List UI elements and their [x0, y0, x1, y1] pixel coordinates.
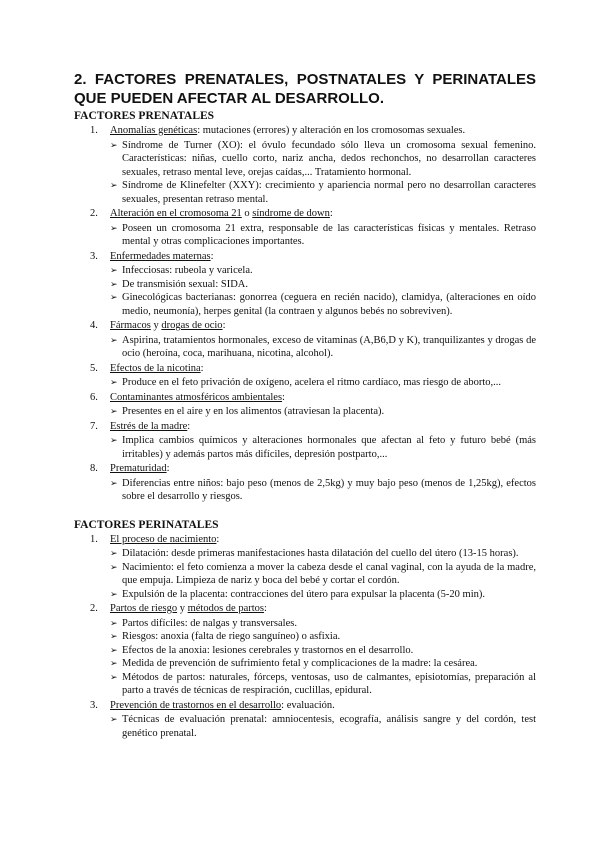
underlined-term: Fármacos [110, 320, 151, 331]
item-text: : [263, 603, 267, 614]
section-heading-prenatales: FACTORES PRENATALES [74, 110, 215, 122]
document-page [74, 70, 536, 740]
arrow-bullet-icon: ➢ [110, 278, 118, 289]
sub-bullet [74, 291, 536, 318]
sub-bullet-text: Síndrome de Klinefelter (XXY): crecimiento y apariencia normal pero no desarrollan caracteres sexuales, presentan retraso mental. [122, 180, 536, 205]
item-heading [110, 462, 536, 476]
prenatal-factors-list [74, 124, 536, 504]
sub-bullet [74, 713, 536, 740]
item-heading [110, 319, 536, 333]
sub-bullet [74, 671, 536, 698]
item-text: : [282, 391, 285, 403]
list-item [74, 362, 536, 376]
item-heading [110, 602, 536, 616]
sub-bullet [74, 617, 536, 631]
sub-bullet [74, 588, 536, 602]
sub-bullet-text: Poseen un cromosoma 21 extra, responsable de las características físicas y mentales. Retraso mental y otras complicaciones importantes. [122, 222, 536, 247]
item-heading [110, 699, 536, 713]
sub-bullet-text: Aspirina, tratamientos hormonales, exceso de vitaminas (A,B6,D y K), tranquilizantes y drogas de ocio (heroína, coca, marihuana, nicotina, alcohol). [122, 334, 536, 359]
item-text: : mutaciones (errores) y alteración en los cromosomas sexuales. [197, 125, 466, 136]
arrow-bullet-icon: ➢ [110, 222, 118, 233]
list-item [74, 391, 536, 405]
arrow-bullet-icon: ➢ [110, 334, 118, 345]
sub-bullet [74, 376, 536, 390]
arrow-bullet-icon: ➢ [110, 631, 118, 641]
underlined-term: Enfermedades maternas [110, 250, 211, 262]
list-item [74, 462, 536, 476]
item-number: 1. [90, 533, 98, 545]
sub-bullet [74, 222, 536, 249]
underlined-term: Anomalías genéticas [110, 125, 198, 136]
arrow-bullet-icon: ➢ [110, 477, 118, 488]
document-title: 2. FACTORES PRENATALES, POSTNATALES Y PERINATALES QUE PUEDEN AFECTAR AL DESARROLLO. [74, 71, 536, 107]
sub-bullet-text: Medida de prevención de sufrimiento fetal y complicaciones de la madre: la cesárea. [122, 658, 478, 669]
item-text: o [241, 208, 253, 219]
item-number: 6. [90, 391, 98, 403]
sub-bullet [74, 264, 536, 278]
sub-bullet-text: Diferencias entre niños: bajo peso (menos de 2,5kg) y muy bajo peso (menos de 1,25kg), efectos sobre el desarrollo y riesgos. [122, 477, 536, 502]
sub-bullet-text: Infecciosas: rubeola y varicela. [122, 265, 253, 276]
sub-bullet [74, 278, 536, 292]
item-heading [110, 250, 536, 264]
arrow-bullet-icon: ➢ [110, 406, 118, 416]
item-number: 3. [90, 699, 98, 711]
item-number: 2. [90, 603, 98, 614]
underlined-term: Estrés de la madre [110, 420, 188, 432]
sub-bullet [74, 405, 536, 419]
list-item [74, 319, 536, 333]
underlined-term: Contaminantes atmosféricos ambientales [110, 391, 283, 403]
arrow-bullet-icon: ➢ [110, 180, 118, 190]
sub-bullet [74, 179, 536, 206]
underlined-term: drogas de ocio [161, 320, 223, 331]
item-heading [110, 207, 536, 221]
item-text: : evaluación. [281, 699, 335, 711]
item-text: : [166, 463, 170, 474]
sub-bullet-text: Expulsión de la placenta: contracciones del útero para expulsar la placenta (5-20 min). [122, 588, 485, 600]
sub-bullet-text: Partos difíciles: de nalgas y transversales. [122, 617, 297, 629]
underlined-term: Partos de riesgo [110, 603, 178, 614]
sub-bullet-text: Nacimiento: el feto comienza a mover la cabeza desde el canal vaginal, con la ayuda de la madre, que empuja. Limpieza de nariz y boca del bebé y cortar el cordón. [122, 561, 536, 586]
list-item [74, 207, 536, 221]
sub-bullet-text: Síndrome de Turner (XO): el óvulo fecundado sólo lleva un cromosoma sexual femenino. Características: niñas, cuello corto, nariz ancha, dedos rechonchos, no desarrollan caracteres sexuales, retraso mental leve, orejas caídas,... Tratamiento hormonal. [122, 139, 536, 178]
underlined-term: Prematuridad [110, 463, 167, 474]
arrow-bullet-icon: ➢ [110, 548, 118, 558]
item-heading [110, 533, 536, 547]
sub-bullet-text: Presentes en el aire y en los alimentos (atraviesan la placenta). [122, 406, 385, 417]
underlined-term: Prevención de trastornos en el desarrollo [110, 699, 282, 711]
sub-bullet-text: Ginecológicas bacterianas: gonorrea (ceguera en recién nacido), clamidya, (alteraciones en oído medio, neumonía), herpes genital (la contraen y algunos bebés no sobreviven). [122, 292, 536, 317]
perinatal-factors-list [74, 533, 536, 741]
item-heading [110, 391, 536, 405]
section-heading-perinatales: FACTORES PERINATALES [74, 518, 219, 531]
sub-bullet [74, 477, 536, 504]
arrow-bullet-icon: ➢ [110, 377, 118, 387]
item-text: : [210, 250, 214, 262]
underlined-term: métodos de partos [187, 603, 264, 614]
arrow-bullet-icon: ➢ [110, 671, 118, 682]
sub-bullet-text: Dilatación: desde primeras manifestaciones hasta dilatación del cuello del útero (13-15 horas). [122, 548, 519, 559]
sub-bullet [74, 644, 536, 658]
item-heading [110, 420, 536, 434]
item-text: : [200, 362, 204, 374]
item-text: : [187, 420, 191, 432]
arrow-bullet-icon: ➢ [110, 617, 118, 628]
list-item [74, 250, 536, 264]
arrow-bullet-icon: ➢ [110, 139, 118, 150]
list-item [74, 124, 536, 138]
sub-bullet [74, 547, 536, 561]
item-text: : [329, 208, 333, 219]
arrow-bullet-icon: ➢ [110, 292, 118, 302]
list-item [74, 602, 536, 616]
item-number: 4. [90, 320, 98, 331]
underlined-term: Alteración en el cromosoma 21 [110, 208, 242, 219]
sub-bullet-text: Implica cambios químicos y alteraciones hormonales que afectan al feto y futuro bebé (más irritables) y además partos más difíciles, depresión postparto,... [122, 435, 536, 460]
arrow-bullet-icon: ➢ [110, 644, 118, 655]
underlined-term: Efectos de la nicotina [110, 362, 201, 374]
underlined-term: El proceso de nacimiento [110, 533, 217, 545]
arrow-bullet-icon: ➢ [110, 435, 118, 445]
item-number: 7. [90, 420, 98, 432]
item-text: y [150, 320, 162, 331]
arrow-bullet-icon: ➢ [110, 561, 118, 572]
sub-bullet [74, 334, 536, 361]
item-heading [110, 362, 536, 376]
sub-bullet-text: Produce en el feto privación de oxígeno, acelera el ritmo cardíaco, mas riesgo de aborto,... [122, 377, 502, 388]
underlined-term: síndrome de down [252, 208, 330, 219]
sub-bullet-text: Efectos de la anoxia: lesiones cerebrales y trastornos en el desarrollo. [122, 644, 414, 656]
sub-bullet-text: Métodos de partos: naturales, fórceps, ventosas, uso de calmantes, episiotomías, preparación al parto a través de técnicas de respiración, cuclillas, epidural. [122, 671, 536, 696]
item-text: : [216, 533, 220, 545]
list-item [74, 699, 536, 713]
arrow-bullet-icon: ➢ [110, 658, 118, 668]
sub-bullet-text: Técnicas de evaluación prenatal: amniocentesis, ecografía, análisis sangre y del cordón, test genético prenatal. [122, 714, 536, 739]
item-heading [110, 124, 536, 138]
arrow-bullet-icon: ➢ [110, 265, 118, 275]
item-number: 3. [90, 250, 98, 262]
item-number: 5. [90, 362, 98, 374]
sub-bullet [74, 561, 536, 588]
arrow-bullet-icon: ➢ [110, 714, 118, 724]
list-item [74, 420, 536, 434]
item-text: : [222, 320, 226, 331]
arrow-bullet-icon: ➢ [110, 588, 118, 599]
sub-bullet-text: De transmisión sexual: SIDA. [122, 278, 248, 290]
sub-bullet [74, 657, 536, 671]
list-item [74, 533, 536, 547]
sub-bullet-text: Riesgos: anoxia (falta de riego sanguíneo) o asfixia. [122, 631, 341, 642]
item-number: 8. [90, 463, 98, 474]
sub-bullet [74, 139, 536, 180]
item-number: 1. [90, 125, 98, 136]
sub-bullet [74, 630, 536, 644]
item-text: y [177, 603, 188, 614]
sub-bullet [74, 434, 536, 461]
item-number: 2. [90, 208, 98, 219]
